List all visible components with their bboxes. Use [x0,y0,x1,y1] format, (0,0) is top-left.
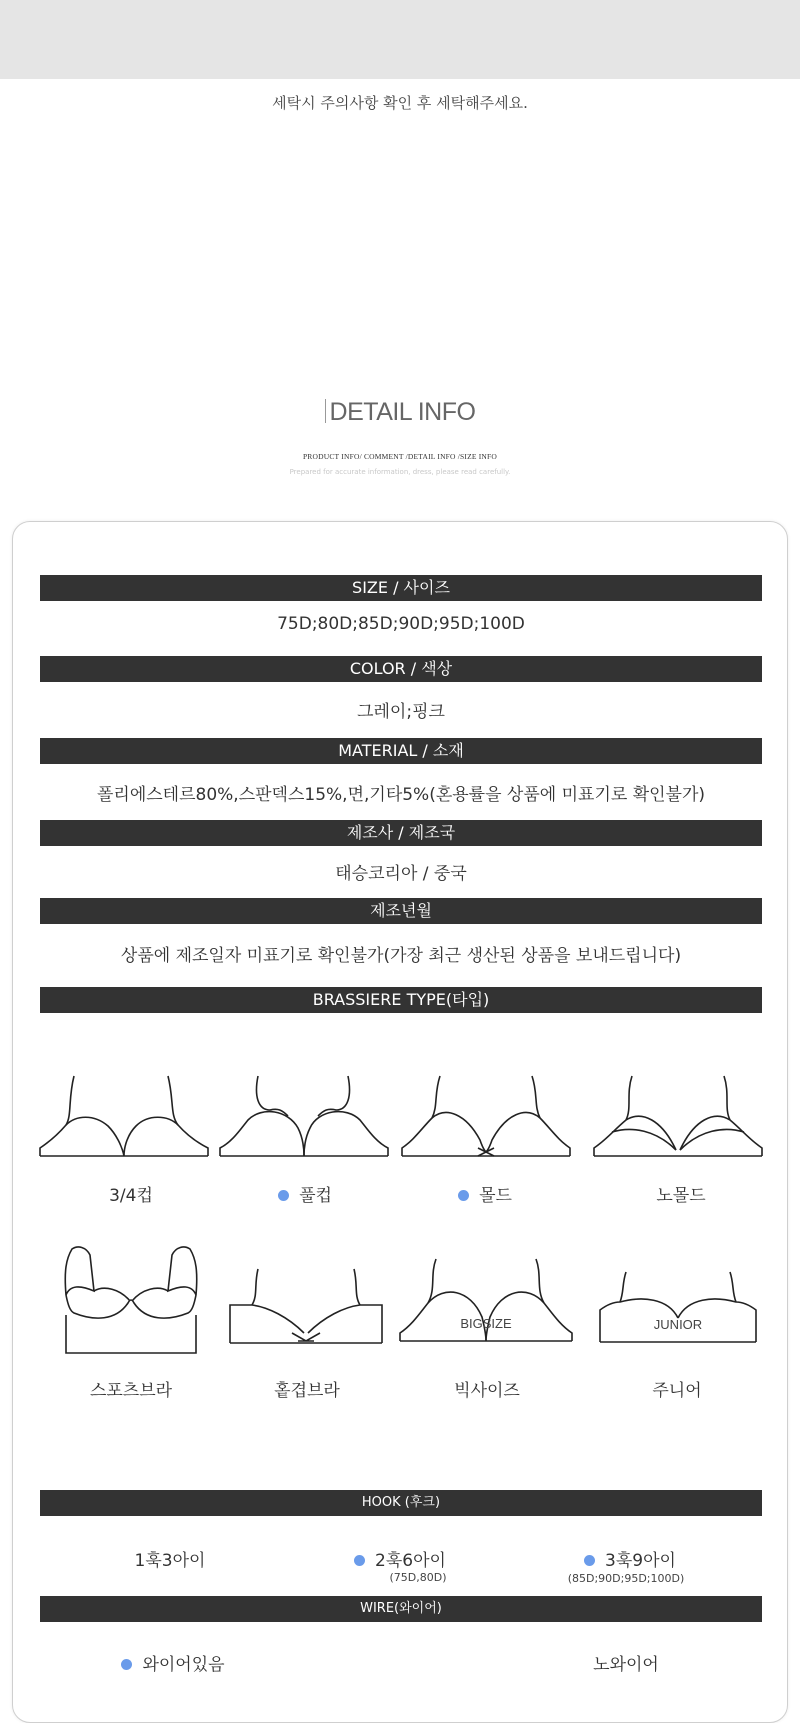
wire-option-label: 노와이어 [593,1655,659,1675]
size-value: 75D;80D;85D;90D;95D;100D [277,614,525,634]
hook-option-label: 1훅3아이 [134,1551,206,1571]
bra-type-caption-non-molded [596,1181,766,1206]
hook-header: HOOK (후크) [40,1490,762,1516]
material-value: 폴리에스테르80%,스판덱스15%,면,기타5%(혼용률을 상품에 미표기로 확인불가) [96,785,706,805]
bra-type-caption-3-4-cup [46,1181,216,1206]
wire-header: WIRE(와이어) [40,1596,762,1622]
maker-value: 태승코리아 / 중국 [335,864,467,884]
detail-nav-links[interactable]: PRODUCT INFO/ COMMENT /DETAIL INFO /SIZE INFO [302,452,498,461]
molded-bra-icon [400,1070,572,1162]
bra-type-label: 3/4컵 [109,1186,153,1206]
hook-option-3-note: (85D;90D;95D;100D) [567,1572,685,1585]
bra-type-caption-single-layer [222,1376,392,1401]
detail-subtitle: Prepared for accurate information, dress, please read carefully. [289,468,511,476]
bra-type-label: 노몰드 [656,1186,706,1206]
junior-bra-icon [598,1268,758,1346]
size-header: SIZE / 사이즈 [40,575,762,601]
bra-type-caption-bigsize [402,1376,572,1401]
selected-dot-icon [121,1659,132,1670]
bra-type-label: 스포츠브라 [89,1381,173,1401]
material-header: MATERIAL / 소재 [40,738,762,764]
wire-option-label: 와이어있음 [142,1655,225,1675]
hook-option-1 [110,1546,230,1571]
sports-bra-icon [60,1245,202,1357]
wire-option-with-wire [108,1650,238,1675]
hook-option-2 [320,1546,480,1571]
bra-type-caption-junior [592,1376,762,1401]
bra-type-caption-molded [400,1181,570,1206]
bra-type-label: 풀컵 [299,1186,332,1206]
detail-info-title-text: DETAIL INFO [329,398,476,426]
hook-option-label: 2훅6아이 [375,1551,446,1571]
bigsize-badge: BIGSIZE [460,1316,512,1331]
junior-badge: JUNIOR [653,1317,703,1332]
three-quarter-cup-bra-icon [38,1070,210,1162]
maker-header: 제조사 / 제조국 [40,820,762,846]
detail-info-title [0,398,800,427]
bra-type-caption-full-cup [220,1181,390,1206]
hook-option-2-note: (75D,80D) [389,1571,447,1584]
color-header: COLOR / 색상 [40,656,762,682]
color-value: 그레이;핑크 [357,702,445,722]
hook-option-3 [550,1546,710,1571]
single-layer-bra-icon [228,1265,384,1347]
bra-type-label: 빅사이즈 [454,1381,520,1401]
selected-dot-icon [584,1555,595,1566]
selected-dot-icon [354,1555,365,1566]
bra-type-label: 주니어 [652,1381,702,1401]
bigsize-bra-icon [398,1255,574,1349]
wire-option-no-wire [576,1650,676,1675]
non-molded-bra-icon [592,1070,764,1162]
full-cup-bra-icon [218,1070,390,1162]
bra-type-caption-sports [46,1376,216,1401]
bra-type-header: BRASSIERE TYPE(타입) [40,987,762,1013]
manufacture-date-header: 제조년월 [40,898,762,924]
selected-dot-icon [278,1190,289,1201]
top-image-band [0,0,800,79]
bra-type-label: 몰드 [479,1186,512,1206]
manufacture-date-value: 상품에 제조일자 미표기로 확인불가(가장 최근 생산된 상품을 보내드립니다) [120,946,682,966]
hook-option-label: 3훅9아이 [605,1551,676,1571]
selected-dot-icon [458,1190,469,1201]
wash-note: 세탁시 주의사항 확인 후 세탁해주세요. [272,94,528,112]
bra-type-label: 홑겹브라 [274,1381,340,1401]
title-divider [325,399,326,423]
